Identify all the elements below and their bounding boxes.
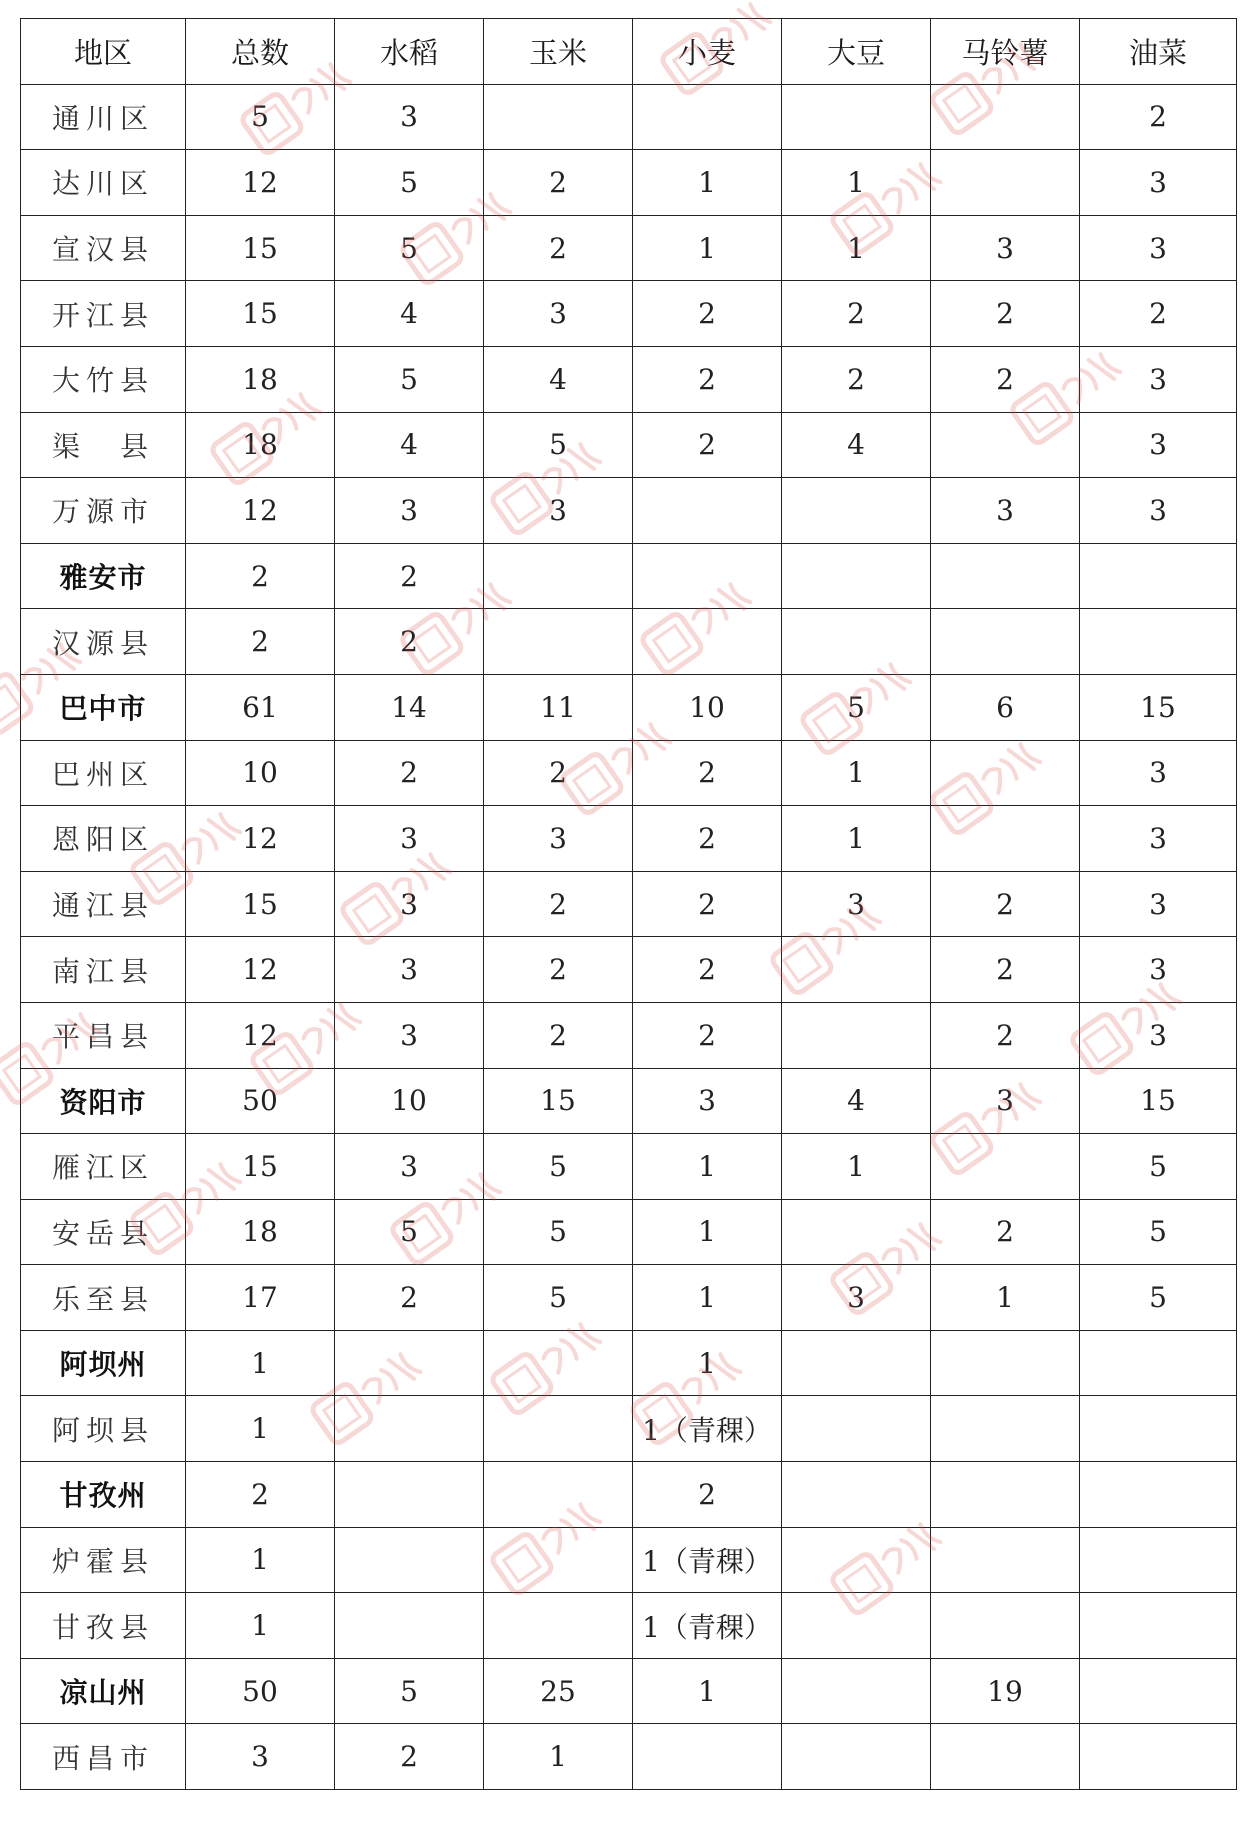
potato-cell (931, 1134, 1080, 1200)
wheat-cell: 2 (633, 937, 782, 1003)
rice-cell (335, 1462, 484, 1528)
wheat-cell: 1 (633, 150, 782, 216)
corn-cell: 3 (484, 281, 633, 347)
total-cell: 15 (186, 871, 335, 937)
total-cell: 12 (186, 478, 335, 544)
table-row (21, 478, 1237, 544)
region-cell: 西昌市 (21, 1724, 186, 1790)
wheat-cell: 2 (633, 806, 782, 872)
total-cell: 3 (186, 1724, 335, 1790)
rice-cell: 14 (335, 674, 484, 740)
total-cell: 1 (186, 1396, 335, 1462)
corn-cell: 5 (484, 412, 633, 478)
wheat-cell (633, 84, 782, 150)
potato-cell: 2 (931, 281, 1080, 347)
region-cell: 甘孜县 (21, 1593, 186, 1659)
soybean-cell: 1 (782, 1134, 931, 1200)
table-row (21, 150, 1237, 216)
soybean-cell: 4 (782, 412, 931, 478)
region-cell: 巴州区 (21, 740, 186, 806)
potato-cell (931, 1330, 1080, 1396)
soybean-cell (782, 1462, 931, 1528)
corn-cell: 2 (484, 937, 633, 1003)
total-cell: 18 (186, 412, 335, 478)
wheat-cell: 1（青稞） (633, 1527, 782, 1593)
corn-cell: 2 (484, 215, 633, 281)
potato-cell: 2 (931, 1002, 1080, 1068)
wheat-cell: 2 (633, 281, 782, 347)
corn-cell: 5 (484, 1199, 633, 1265)
wheat-cell (633, 543, 782, 609)
region-cell: 恩阳区 (21, 806, 186, 872)
potato-cell (931, 609, 1080, 675)
rice-cell (335, 1330, 484, 1396)
soybean-cell (782, 1330, 931, 1396)
header-total: 总数 (186, 19, 335, 85)
corn-cell: 1 (484, 1724, 633, 1790)
region-cell: 资阳市 (21, 1068, 186, 1134)
rapeseed-cell: 5 (1080, 1265, 1237, 1331)
wheat-cell: 1 (633, 215, 782, 281)
region-cell: 炉霍县 (21, 1527, 186, 1593)
total-cell: 2 (186, 1462, 335, 1528)
corn-cell: 25 (484, 1658, 633, 1724)
soybean-cell (782, 1396, 931, 1462)
potato-cell (931, 84, 1080, 150)
total-cell: 5 (186, 84, 335, 150)
wheat-cell: 2 (633, 1002, 782, 1068)
potato-cell (931, 412, 1080, 478)
rice-cell: 2 (335, 740, 484, 806)
total-cell: 10 (186, 740, 335, 806)
potato-cell: 1 (931, 1265, 1080, 1331)
rapeseed-cell: 3 (1080, 215, 1237, 281)
rice-cell: 3 (335, 84, 484, 150)
total-cell: 15 (186, 281, 335, 347)
soybean-cell (782, 1724, 931, 1790)
rapeseed-cell (1080, 1527, 1237, 1593)
rice-cell: 2 (335, 1724, 484, 1790)
header-rapeseed: 油菜 (1080, 19, 1237, 85)
wheat-cell: 1 (633, 1265, 782, 1331)
corn-cell: 5 (484, 1134, 633, 1200)
rapeseed-cell (1080, 1593, 1237, 1659)
table-header-row (21, 19, 1237, 85)
rapeseed-cell (1080, 1396, 1237, 1462)
wheat-cell (633, 478, 782, 544)
soybean-cell (782, 84, 931, 150)
corn-cell (484, 1527, 633, 1593)
corn-cell (484, 1330, 633, 1396)
table-row (21, 1658, 1237, 1724)
table-row (21, 346, 1237, 412)
table-row (21, 1396, 1237, 1462)
rapeseed-cell (1080, 1724, 1237, 1790)
rice-cell (335, 1593, 484, 1659)
rapeseed-cell (1080, 1330, 1237, 1396)
potato-cell: 2 (931, 346, 1080, 412)
wheat-cell: 2 (633, 740, 782, 806)
table-row (21, 1199, 1237, 1265)
table-row (21, 674, 1237, 740)
table-row (21, 1002, 1237, 1068)
rice-cell: 5 (335, 1658, 484, 1724)
rice-cell: 2 (335, 609, 484, 675)
table-row (21, 1330, 1237, 1396)
rapeseed-cell: 5 (1080, 1134, 1237, 1200)
corn-cell: 4 (484, 346, 633, 412)
potato-cell: 2 (931, 871, 1080, 937)
soybean-cell (782, 478, 931, 544)
wheat-cell: 1 (633, 1199, 782, 1265)
wheat-cell (633, 609, 782, 675)
corn-cell (484, 609, 633, 675)
rice-cell: 10 (335, 1068, 484, 1134)
region-cell: 安岳县 (21, 1199, 186, 1265)
table-row (21, 1265, 1237, 1331)
rapeseed-cell: 3 (1080, 412, 1237, 478)
wheat-cell: 2 (633, 346, 782, 412)
rice-cell: 3 (335, 1002, 484, 1068)
region-cell: 万源市 (21, 478, 186, 544)
table-row (21, 281, 1237, 347)
table-row (21, 1527, 1237, 1593)
corn-cell: 11 (484, 674, 633, 740)
total-cell: 15 (186, 215, 335, 281)
header-wheat: 小麦 (633, 19, 782, 85)
header-soybean: 大豆 (782, 19, 931, 85)
potato-cell (931, 1527, 1080, 1593)
soybean-cell (782, 543, 931, 609)
rice-cell (335, 1527, 484, 1593)
total-cell: 1 (186, 1527, 335, 1593)
region-cell: 大竹县 (21, 346, 186, 412)
region-cell: 宣汉县 (21, 215, 186, 281)
header-region: 地区 (21, 19, 186, 85)
region-cell: 通川区 (21, 84, 186, 150)
rice-cell: 5 (335, 215, 484, 281)
region-cell: 渠 县 (21, 412, 186, 478)
total-cell: 50 (186, 1068, 335, 1134)
corn-cell: 2 (484, 1002, 633, 1068)
table-row (21, 1068, 1237, 1134)
rice-cell: 5 (335, 150, 484, 216)
corn-cell: 3 (484, 806, 633, 872)
corn-cell (484, 1593, 633, 1659)
table-row (21, 215, 1237, 281)
rice-cell: 3 (335, 478, 484, 544)
potato-cell (931, 740, 1080, 806)
wheat-cell: 2 (633, 412, 782, 478)
rapeseed-cell: 15 (1080, 674, 1237, 740)
table-body (21, 84, 1237, 1789)
soybean-cell: 1 (782, 215, 931, 281)
soybean-cell: 2 (782, 281, 931, 347)
soybean-cell (782, 1199, 931, 1265)
potato-cell (931, 806, 1080, 872)
header-potato: 马铃薯 (931, 19, 1080, 85)
rapeseed-cell: 3 (1080, 150, 1237, 216)
crop-statistics-table (20, 18, 1237, 1790)
crop-table-container (20, 18, 1236, 1790)
wheat-cell: 1（青稞） (633, 1593, 782, 1659)
region-cell: 通江县 (21, 871, 186, 937)
rice-cell: 4 (335, 281, 484, 347)
rice-cell: 3 (335, 806, 484, 872)
corn-cell (484, 84, 633, 150)
soybean-cell: 1 (782, 150, 931, 216)
table-row (21, 609, 1237, 675)
rice-cell: 2 (335, 543, 484, 609)
rapeseed-cell: 3 (1080, 346, 1237, 412)
rice-cell (335, 1396, 484, 1462)
wheat-cell: 1 (633, 1330, 782, 1396)
wheat-cell (633, 1724, 782, 1790)
rice-cell: 4 (335, 412, 484, 478)
corn-cell: 2 (484, 740, 633, 806)
total-cell: 18 (186, 346, 335, 412)
potato-cell: 6 (931, 674, 1080, 740)
rapeseed-cell (1080, 543, 1237, 609)
wheat-cell: 1 (633, 1134, 782, 1200)
region-cell: 阿坝州 (21, 1330, 186, 1396)
rapeseed-cell: 3 (1080, 1002, 1237, 1068)
corn-cell (484, 1396, 633, 1462)
potato-cell: 19 (931, 1658, 1080, 1724)
rapeseed-cell: 2 (1080, 281, 1237, 347)
total-cell: 18 (186, 1199, 335, 1265)
total-cell: 12 (186, 937, 335, 1003)
total-cell: 17 (186, 1265, 335, 1331)
table-row (21, 1724, 1237, 1790)
potato-cell: 3 (931, 478, 1080, 544)
rice-cell: 3 (335, 937, 484, 1003)
potato-cell: 2 (931, 937, 1080, 1003)
potato-cell: 2 (931, 1199, 1080, 1265)
total-cell: 12 (186, 150, 335, 216)
wheat-cell: 2 (633, 1462, 782, 1528)
rapeseed-cell: 3 (1080, 478, 1237, 544)
table-row (21, 84, 1237, 150)
rapeseed-cell: 3 (1080, 740, 1237, 806)
soybean-cell (782, 1002, 931, 1068)
potato-cell: 3 (931, 215, 1080, 281)
soybean-cell: 1 (782, 740, 931, 806)
potato-cell (931, 1462, 1080, 1528)
region-cell: 雅安市 (21, 543, 186, 609)
potato-cell (931, 543, 1080, 609)
total-cell: 50 (186, 1658, 335, 1724)
rapeseed-cell: 2 (1080, 84, 1237, 150)
corn-cell: 15 (484, 1068, 633, 1134)
rice-cell: 3 (335, 871, 484, 937)
region-cell: 达川区 (21, 150, 186, 216)
wheat-cell: 2 (633, 871, 782, 937)
soybean-cell (782, 609, 931, 675)
potato-cell (931, 1724, 1080, 1790)
table-row (21, 937, 1237, 1003)
table-row (21, 871, 1237, 937)
table-row (21, 1462, 1237, 1528)
potato-cell (931, 1396, 1080, 1462)
corn-cell: 3 (484, 478, 633, 544)
soybean-cell: 2 (782, 346, 931, 412)
total-cell: 15 (186, 1134, 335, 1200)
table-row (21, 1134, 1237, 1200)
wheat-cell: 1 (633, 1658, 782, 1724)
rice-cell: 2 (335, 1265, 484, 1331)
rice-cell: 5 (335, 1199, 484, 1265)
soybean-cell: 3 (782, 1265, 931, 1331)
table-row (21, 1593, 1237, 1659)
header-corn: 玉米 (484, 19, 633, 85)
wheat-cell: 3 (633, 1068, 782, 1134)
region-cell: 乐至县 (21, 1265, 186, 1331)
rapeseed-cell: 3 (1080, 937, 1237, 1003)
rapeseed-cell: 3 (1080, 871, 1237, 937)
region-cell: 巴中市 (21, 674, 186, 740)
potato-cell (931, 150, 1080, 216)
total-cell: 12 (186, 1002, 335, 1068)
rapeseed-cell: 15 (1080, 1068, 1237, 1134)
corn-cell: 2 (484, 871, 633, 937)
soybean-cell (782, 1527, 931, 1593)
corn-cell (484, 1462, 633, 1528)
potato-cell: 3 (931, 1068, 1080, 1134)
soybean-cell (782, 1658, 931, 1724)
corn-cell: 5 (484, 1265, 633, 1331)
soybean-cell: 4 (782, 1068, 931, 1134)
table-row (21, 806, 1237, 872)
region-cell: 甘孜州 (21, 1462, 186, 1528)
region-cell: 平昌县 (21, 1002, 186, 1068)
header-rice: 水稻 (335, 19, 484, 85)
total-cell: 2 (186, 543, 335, 609)
soybean-cell: 3 (782, 871, 931, 937)
soybean-cell: 5 (782, 674, 931, 740)
region-cell: 凉山州 (21, 1658, 186, 1724)
soybean-cell: 1 (782, 806, 931, 872)
total-cell: 2 (186, 609, 335, 675)
total-cell: 12 (186, 806, 335, 872)
table-row (21, 740, 1237, 806)
rice-cell: 3 (335, 1134, 484, 1200)
wheat-cell: 1（青稞） (633, 1396, 782, 1462)
corn-cell (484, 543, 633, 609)
region-cell: 汉源县 (21, 609, 186, 675)
rapeseed-cell (1080, 1658, 1237, 1724)
corn-cell: 2 (484, 150, 633, 216)
table-row (21, 412, 1237, 478)
region-cell: 开江县 (21, 281, 186, 347)
table-row (21, 543, 1237, 609)
total-cell: 61 (186, 674, 335, 740)
total-cell: 1 (186, 1593, 335, 1659)
rapeseed-cell (1080, 609, 1237, 675)
rapeseed-cell: 3 (1080, 806, 1237, 872)
rapeseed-cell: 5 (1080, 1199, 1237, 1265)
potato-cell (931, 1593, 1080, 1659)
rapeseed-cell (1080, 1462, 1237, 1528)
region-cell: 南江县 (21, 937, 186, 1003)
region-cell: 阿坝县 (21, 1396, 186, 1462)
total-cell: 1 (186, 1330, 335, 1396)
region-cell: 雁江区 (21, 1134, 186, 1200)
rice-cell: 5 (335, 346, 484, 412)
wheat-cell: 10 (633, 674, 782, 740)
soybean-cell (782, 1593, 931, 1659)
soybean-cell (782, 937, 931, 1003)
